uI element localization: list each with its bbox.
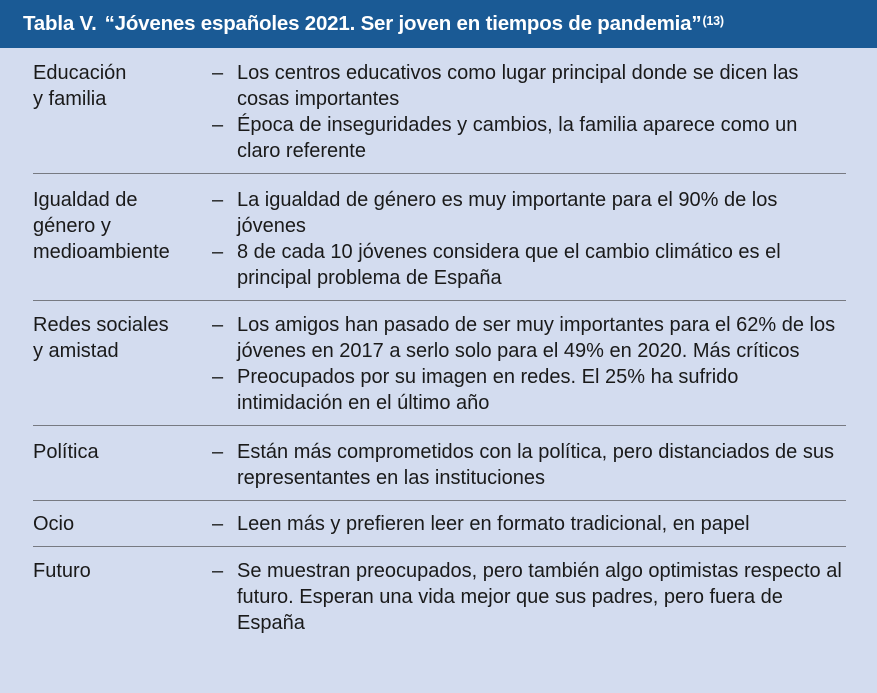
dash-bullet: –: [212, 241, 224, 263]
list-item: [212, 364, 846, 416]
dash-bullet: –: [212, 560, 224, 582]
item-text: Preocupados por su imagen en redes. El 25% ha sufrido intimidación en el último año: [237, 366, 739, 414]
list-item: [212, 239, 846, 291]
list-item: [212, 558, 846, 636]
table-row: [33, 501, 846, 547]
row-category: Igualdad de género y medioambiente: [33, 189, 170, 263]
item-text: Época de inseguridades y cambios, la familia aparece como un claro referente: [237, 114, 798, 162]
list-item: [212, 60, 846, 112]
table-row: [33, 301, 846, 426]
item-text: Se muestran preocupados, pero también algo optimistas respecto al futuro. Esperan una vida mejor que sus padres, pero fuera de España: [237, 560, 842, 634]
list-item: [212, 312, 846, 364]
list-item: [212, 112, 846, 164]
item-text: Los amigos han pasado de ser muy importantes para el 62% de los jóvenes en 2017 a serlo solo para el 49% en 2020. Más críticos: [237, 314, 836, 362]
dash-bullet: –: [212, 441, 224, 463]
row-items: [212, 511, 846, 537]
reference-number: (13): [702, 14, 724, 28]
dash-bullet: –: [212, 114, 224, 136]
dash-bullet: –: [212, 366, 224, 388]
item-text: Están más comprometidos con la política, pero distanciados de sus representantes en las instituciones: [237, 441, 834, 489]
dash-bullet: –: [212, 189, 224, 211]
table-row: [33, 426, 846, 501]
dash-bullet: –: [212, 62, 224, 84]
list-item: [212, 511, 846, 537]
table-row: [33, 60, 846, 174]
row-items: [212, 60, 846, 164]
row-category: Ocio: [33, 513, 75, 535]
item-text: La igualdad de género es muy importante para el 90% de los jóvenes: [237, 189, 778, 237]
dash-bullet: –: [212, 314, 224, 336]
table-label: Tabla V.: [23, 12, 97, 35]
list-item: [212, 439, 846, 491]
row-category: Futuro: [33, 560, 91, 582]
row-items: [212, 187, 846, 291]
row-category: Redes sociales y amistad: [33, 314, 169, 362]
item-text: Los centros educativos como lugar principal donde se dicen las cosas importantes: [237, 62, 799, 110]
row-category: Educación y familia: [33, 62, 127, 110]
item-text: 8 de cada 10 jóvenes considera que el cambio climático es el principal problema de España: [237, 241, 781, 289]
table-header: [0, 0, 877, 48]
table-body: [0, 48, 877, 645]
row-items: [212, 312, 846, 416]
dash-bullet: –: [212, 513, 224, 535]
row-items: [212, 439, 846, 491]
row-category: Política: [33, 441, 99, 463]
table-row: [33, 547, 846, 645]
table-title: “Jóvenes españoles 2021. Ser joven en tiempos de pandemia”: [104, 12, 702, 35]
item-text: Leen más y prefieren leer en formato tradicional, en papel: [237, 513, 750, 535]
table-row: [33, 174, 846, 301]
list-item: [212, 187, 846, 239]
row-items: [212, 558, 846, 636]
